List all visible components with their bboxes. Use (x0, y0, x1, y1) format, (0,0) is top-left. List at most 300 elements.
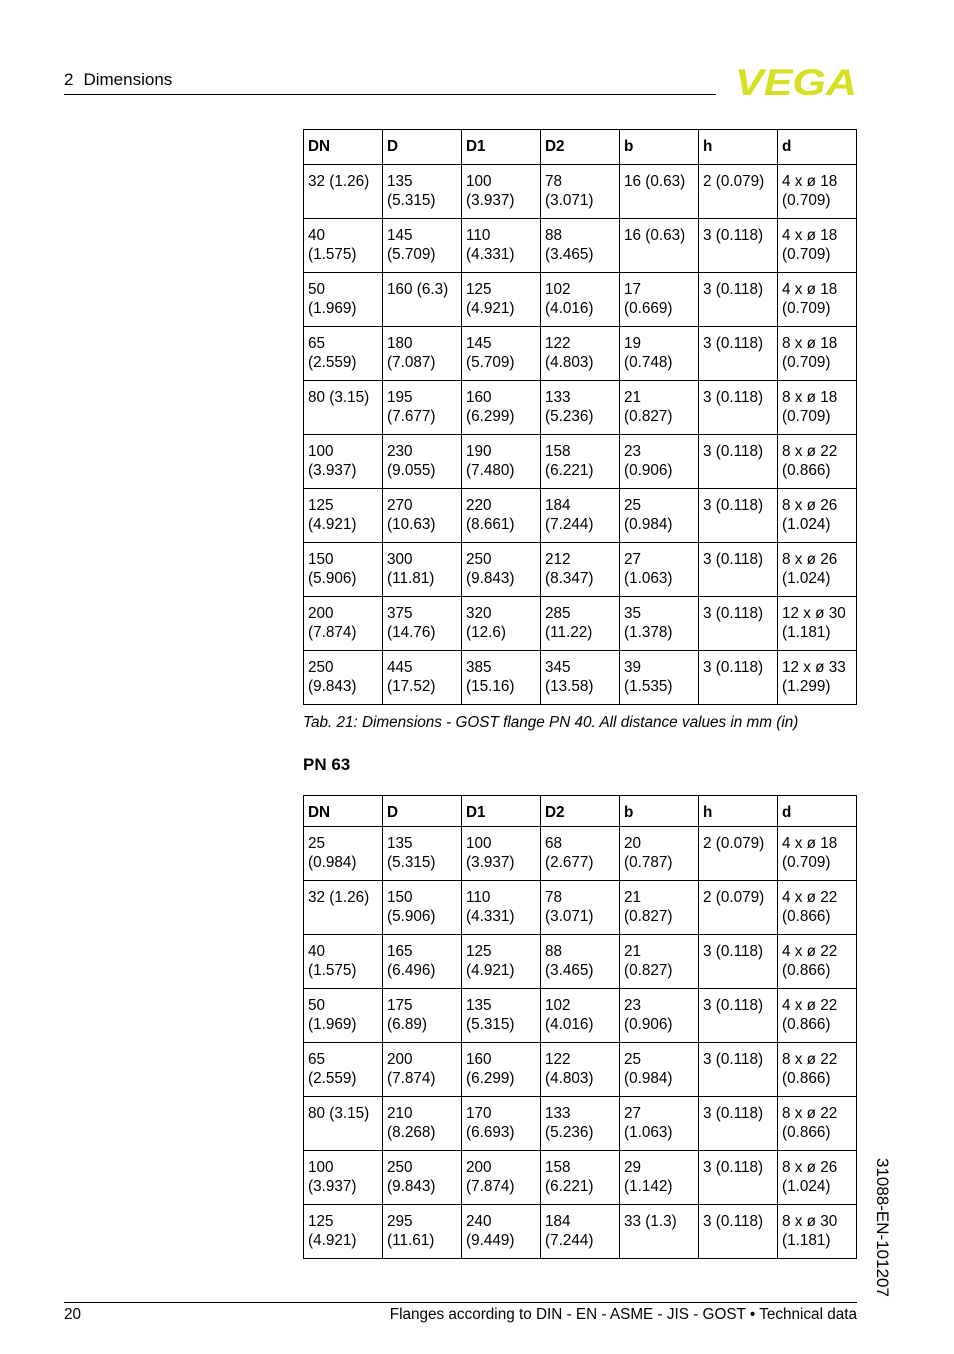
cell-line: (7.480) (466, 462, 515, 479)
cell-line: (1.063) (624, 1124, 673, 1141)
cell-line: (4.921) (466, 300, 515, 317)
cell-line: (0.984) (624, 1070, 673, 1087)
cell-line: 2 (0.079) (703, 889, 765, 906)
table-row (304, 1205, 857, 1259)
table-cell (462, 543, 541, 597)
table-row (304, 651, 857, 705)
table-cell (699, 273, 778, 327)
cell-line: (17.52) (387, 678, 436, 695)
cell-line: 65 (308, 1051, 326, 1068)
cell-line: (4.921) (466, 962, 515, 979)
cell-line: (0.709) (782, 192, 831, 209)
cell-line: 270 (387, 497, 413, 514)
table-cell (383, 1151, 462, 1205)
table-cell (541, 1151, 620, 1205)
table-cell (620, 989, 699, 1043)
cell-line: (3.937) (466, 854, 515, 871)
cell-line: 3 (0.118) (703, 1213, 764, 1230)
table-cell (699, 1097, 778, 1151)
cell-line: 3 (0.118) (703, 1105, 764, 1122)
cell-line: (5.236) (545, 1124, 594, 1141)
cell-line: 3 (0.118) (703, 281, 764, 298)
table-cell (541, 989, 620, 1043)
cell-line: 16 (0.63) (624, 173, 686, 190)
table-cell (620, 165, 699, 219)
table-cell (304, 273, 383, 327)
table-cell (699, 327, 778, 381)
cell-line: 21 (624, 943, 642, 960)
cell-line: 200 (308, 605, 334, 622)
cell-line: 145 (466, 335, 492, 352)
table-cell (541, 1097, 620, 1151)
column-header: D (383, 130, 462, 165)
table-header-row (304, 796, 857, 827)
footer-divider (64, 1302, 857, 1303)
cell-line: 32 (1.26) (308, 889, 370, 906)
table-cell (778, 1043, 857, 1097)
cell-line: (10.63) (387, 516, 436, 533)
table-cell (383, 597, 462, 651)
table-cell (541, 827, 620, 881)
cell-line: (9.843) (466, 570, 515, 587)
cell-line: 25 (308, 835, 326, 852)
vega-logo (734, 64, 858, 100)
cell-line: (7.874) (387, 1070, 436, 1087)
cell-line: (7.087) (387, 354, 436, 371)
cell-line: (6.299) (466, 1070, 515, 1087)
cell-line: 4 x ø 22 (782, 943, 838, 960)
cell-line: 4 x ø 18 (782, 227, 838, 244)
cell-line: (1.378) (624, 624, 673, 641)
table-cell (462, 435, 541, 489)
column-header: b (620, 796, 699, 827)
cell-line: 3 (0.118) (703, 605, 764, 622)
cell-line: 200 (387, 1051, 413, 1068)
cell-line: 170 (466, 1105, 492, 1122)
cell-line: (5.315) (387, 854, 436, 871)
cell-line: 385 (466, 659, 492, 676)
table-cell (778, 273, 857, 327)
cell-line: (7.244) (545, 1232, 594, 1249)
cell-line: 135 (466, 997, 492, 1014)
cell-line: 133 (545, 1105, 571, 1122)
table-cell (699, 381, 778, 435)
section-header (64, 70, 172, 90)
table-cell (462, 219, 541, 273)
cell-line: 122 (545, 1051, 571, 1068)
table-cell (462, 881, 541, 935)
cell-line: (5.906) (308, 570, 357, 587)
cell-line: 2 (0.079) (703, 835, 765, 852)
table-cell (699, 543, 778, 597)
cell-line: 39 (624, 659, 642, 676)
table-cell (462, 165, 541, 219)
cell-line: 250 (387, 1159, 413, 1176)
cell-line: (4.331) (466, 246, 515, 263)
table-cell (699, 165, 778, 219)
table-cell (541, 435, 620, 489)
table-cell (304, 381, 383, 435)
cell-line: (0.866) (782, 962, 831, 979)
cell-line: (14.76) (387, 624, 436, 641)
table-row (304, 381, 857, 435)
cell-line: 145 (387, 227, 413, 244)
table-row (304, 273, 857, 327)
table-row (304, 597, 857, 651)
table-cell (462, 989, 541, 1043)
cell-line: 160 (466, 1051, 492, 1068)
cell-line: 125 (466, 943, 492, 960)
cell-line: 8 x ø 22 (782, 1051, 838, 1068)
table-cell (383, 935, 462, 989)
cell-line: 3 (0.118) (703, 335, 764, 352)
cell-line: 160 (6.3) (387, 281, 449, 298)
cell-line: 285 (545, 605, 571, 622)
cell-line: 21 (624, 389, 642, 406)
table-cell (541, 219, 620, 273)
cell-line: 150 (308, 551, 334, 568)
cell-line: (3.465) (545, 246, 594, 263)
cell-line: 158 (545, 443, 571, 460)
cell-line: 80 (3.15) (308, 389, 370, 406)
cell-line: (4.803) (545, 1070, 594, 1087)
table-row (304, 219, 857, 273)
table-row (304, 935, 857, 989)
table-cell (778, 219, 857, 273)
cell-line: (5.315) (466, 1016, 515, 1033)
cell-line: 17 (624, 281, 642, 298)
table-cell (462, 327, 541, 381)
cell-line: 135 (387, 173, 413, 190)
cell-line: 100 (466, 835, 492, 852)
table-cell (383, 1097, 462, 1151)
cell-line: (7.874) (308, 624, 357, 641)
gost-pn40-dimensions-table (303, 129, 857, 705)
cell-line: 210 (387, 1105, 413, 1122)
table-cell (383, 219, 462, 273)
table-cell (304, 543, 383, 597)
cell-line: 78 (545, 173, 563, 190)
cell-line: 125 (308, 497, 334, 514)
section-number: 2 (64, 70, 74, 89)
cell-line: 80 (3.15) (308, 1105, 370, 1122)
table-cell (462, 1151, 541, 1205)
table-cell (620, 327, 699, 381)
cell-line: (0.709) (782, 246, 831, 263)
cell-line: (4.921) (308, 1232, 357, 1249)
cell-line: 158 (545, 1159, 571, 1176)
cell-line: (3.071) (545, 192, 594, 209)
cell-line: (11.22) (545, 624, 593, 641)
cell-line: 29 (624, 1159, 642, 1176)
cell-line: 4 x ø 22 (782, 997, 838, 1014)
cell-line: 190 (466, 443, 492, 460)
cell-line: 125 (466, 281, 492, 298)
table-cell (778, 827, 857, 881)
table-cell (462, 935, 541, 989)
cell-line: 20 (624, 835, 642, 852)
cell-line: (6.221) (545, 462, 594, 479)
table-cell (778, 435, 857, 489)
table-row (304, 489, 857, 543)
table-cell (462, 651, 541, 705)
cell-line: (6.693) (466, 1124, 515, 1141)
table-cell (541, 597, 620, 651)
table-cell (462, 827, 541, 881)
cell-line: (9.843) (308, 678, 357, 695)
column-header: D1 (462, 130, 541, 165)
table-cell (304, 1205, 383, 1259)
cell-line: 12 x ø 30 (782, 605, 846, 622)
table-cell (778, 327, 857, 381)
table-cell (620, 597, 699, 651)
table-cell (541, 935, 620, 989)
cell-line: (0.709) (782, 408, 831, 425)
table-cell (462, 381, 541, 435)
cell-line: (0.906) (624, 1016, 673, 1033)
cell-line: 35 (624, 605, 642, 622)
cell-line: (6.299) (466, 408, 515, 425)
cell-line: (6.89) (387, 1016, 427, 1033)
cell-line: 8 x ø 26 (782, 497, 838, 514)
cell-line: 3 (0.118) (703, 227, 764, 244)
cell-line: (0.984) (624, 516, 673, 533)
table-cell (462, 273, 541, 327)
table-cell (778, 1097, 857, 1151)
cell-line: 3 (0.118) (703, 997, 764, 1014)
cell-line: 133 (545, 389, 571, 406)
logo-wordmark: VEGA (735, 64, 857, 100)
table-cell (541, 381, 620, 435)
cell-line: 33 (1.3) (624, 1213, 677, 1230)
gost-pn63-dimensions-table (303, 795, 857, 1259)
column-header: h (699, 130, 778, 165)
cell-line: 102 (545, 997, 571, 1014)
cell-line: 3 (0.118) (703, 497, 764, 514)
table-row (304, 1043, 857, 1097)
column-header: h (699, 796, 778, 827)
cell-line: 40 (308, 227, 326, 244)
table-cell (620, 1043, 699, 1097)
cell-line: (0.906) (624, 462, 673, 479)
table-cell (778, 381, 857, 435)
cell-line: (1.299) (782, 678, 831, 695)
cell-line: (1.142) (624, 1178, 673, 1195)
cell-line: (5.709) (466, 354, 515, 371)
table-row (304, 1151, 857, 1205)
table-cell (304, 881, 383, 935)
cell-line: 175 (387, 997, 413, 1014)
column-header: b (620, 130, 699, 165)
cell-line: (0.709) (782, 354, 831, 371)
document-code: 31088-EN-101207 (873, 1158, 892, 1297)
cell-line: 25 (624, 497, 642, 514)
cell-line: 375 (387, 605, 413, 622)
table-cell (699, 935, 778, 989)
cell-line: 8 x ø 22 (782, 443, 838, 460)
cell-line: (1.063) (624, 570, 673, 587)
cell-line: (0.866) (782, 462, 831, 479)
table-cell (699, 989, 778, 1043)
column-header: D1 (462, 796, 541, 827)
table-cell (620, 881, 699, 935)
table-cell (383, 1205, 462, 1259)
table-cell (620, 935, 699, 989)
table-cell (541, 273, 620, 327)
cell-line: 88 (545, 943, 563, 960)
table-cell (383, 381, 462, 435)
cell-line: (0.866) (782, 1070, 831, 1087)
cell-line: 4 x ø 18 (782, 835, 838, 852)
table-header-row (304, 130, 857, 165)
cell-line: (1.969) (308, 300, 357, 317)
column-header: D2 (541, 130, 620, 165)
cell-line: 27 (624, 551, 642, 568)
column-header: DN (304, 130, 383, 165)
cell-line: (1.024) (782, 570, 831, 587)
cell-line: (5.236) (545, 408, 594, 425)
cell-line: 8 x ø 26 (782, 551, 838, 568)
cell-line: 12 x ø 33 (782, 659, 846, 676)
cell-line: 2 (0.079) (703, 173, 765, 190)
cell-line: 320 (466, 605, 492, 622)
column-header: D2 (541, 796, 620, 827)
cell-line: 8 x ø 26 (782, 1159, 838, 1176)
table-cell (383, 165, 462, 219)
table-cell (620, 1097, 699, 1151)
cell-line: (11.61) (387, 1232, 435, 1249)
table-cell (383, 435, 462, 489)
cell-line: (0.866) (782, 1124, 831, 1141)
cell-line: 165 (387, 943, 413, 960)
table-cell (699, 219, 778, 273)
cell-line: 25 (624, 1051, 642, 1068)
table-cell (304, 1097, 383, 1151)
table-caption: Tab. 21: Dimensions - GOST flange PN 40. All distance values in mm (in) (303, 714, 799, 731)
table-row (304, 327, 857, 381)
cell-line: 4 x ø 18 (782, 173, 838, 190)
cell-line: 23 (624, 443, 642, 460)
cell-line: 3 (0.118) (703, 1051, 764, 1068)
cell-line: (5.709) (387, 246, 436, 263)
cell-line: (0.866) (782, 908, 831, 925)
cell-line: 220 (466, 497, 492, 514)
cell-line: (15.16) (466, 678, 515, 695)
table-cell (541, 1205, 620, 1259)
table-cell (620, 1151, 699, 1205)
table-cell (304, 435, 383, 489)
cell-line: (5.906) (387, 908, 436, 925)
cell-line: (9.055) (387, 462, 436, 479)
cell-line: (1.535) (624, 678, 673, 695)
table-cell (699, 1151, 778, 1205)
table-cell (462, 1097, 541, 1151)
cell-line: (0.669) (624, 300, 673, 317)
cell-line: 8 x ø 22 (782, 1105, 838, 1122)
cell-line: 19 (624, 335, 642, 352)
cell-line: 295 (387, 1213, 413, 1230)
cell-line: 21 (624, 889, 642, 906)
cell-line: (4.921) (308, 516, 357, 533)
table-cell (304, 165, 383, 219)
table-cell (304, 989, 383, 1043)
cell-line: 102 (545, 281, 571, 298)
table-cell (383, 827, 462, 881)
table-cell (620, 543, 699, 597)
table-cell (699, 489, 778, 543)
cell-line: 78 (545, 889, 563, 906)
cell-line: (0.787) (624, 854, 673, 871)
table-cell (383, 881, 462, 935)
table-cell (620, 381, 699, 435)
cell-line: 4 x ø 22 (782, 889, 838, 906)
table-cell (304, 489, 383, 543)
cell-line: 3 (0.118) (703, 551, 764, 568)
table-cell (383, 543, 462, 597)
cell-line: (7.874) (466, 1178, 515, 1195)
table-row (304, 543, 857, 597)
cell-line: 200 (466, 1159, 492, 1176)
cell-line: (11.81) (387, 570, 435, 587)
cell-line: (4.803) (545, 354, 594, 371)
cell-line: 23 (624, 997, 642, 1014)
cell-line: (13.58) (545, 678, 594, 695)
cell-line: 195 (387, 389, 413, 406)
table-cell (304, 219, 383, 273)
column-header: d (778, 796, 857, 827)
table-cell (541, 651, 620, 705)
cell-line: (12.6) (466, 624, 506, 641)
table-row (304, 1097, 857, 1151)
table-row (304, 165, 857, 219)
cell-line: 100 (308, 1159, 334, 1176)
table-cell (778, 651, 857, 705)
cell-line: 3 (0.118) (703, 659, 764, 676)
table-cell (699, 1205, 778, 1259)
cell-line: 184 (545, 497, 571, 514)
table-cell (304, 1043, 383, 1097)
cell-line: 3 (0.118) (703, 1159, 764, 1176)
cell-line: (0.709) (782, 300, 831, 317)
table-cell (541, 489, 620, 543)
cell-line: (3.071) (545, 908, 594, 925)
cell-line: 184 (545, 1213, 571, 1230)
cell-line: 3 (0.118) (703, 389, 764, 406)
table-cell (383, 489, 462, 543)
column-header: DN (304, 796, 383, 827)
cell-line: (6.496) (387, 962, 436, 979)
cell-line: 150 (387, 889, 413, 906)
table-cell (778, 543, 857, 597)
table-cell (462, 489, 541, 543)
cell-line: 230 (387, 443, 413, 460)
table-cell (383, 273, 462, 327)
table-cell (620, 1205, 699, 1259)
cell-line: 3 (0.118) (703, 943, 764, 960)
cell-line: (4.016) (545, 1016, 594, 1033)
cell-line: 122 (545, 335, 571, 352)
cell-line: (0.827) (624, 962, 673, 979)
table-row (304, 881, 857, 935)
cell-line: 40 (308, 943, 326, 960)
cell-line: (2.677) (545, 854, 594, 871)
table-cell (620, 489, 699, 543)
cell-line: (0.709) (782, 854, 831, 871)
cell-line: 8 x ø 18 (782, 389, 838, 406)
cell-line: (8.347) (545, 570, 594, 587)
page-number: 20 (64, 1306, 82, 1323)
cell-line: (4.016) (545, 300, 594, 317)
